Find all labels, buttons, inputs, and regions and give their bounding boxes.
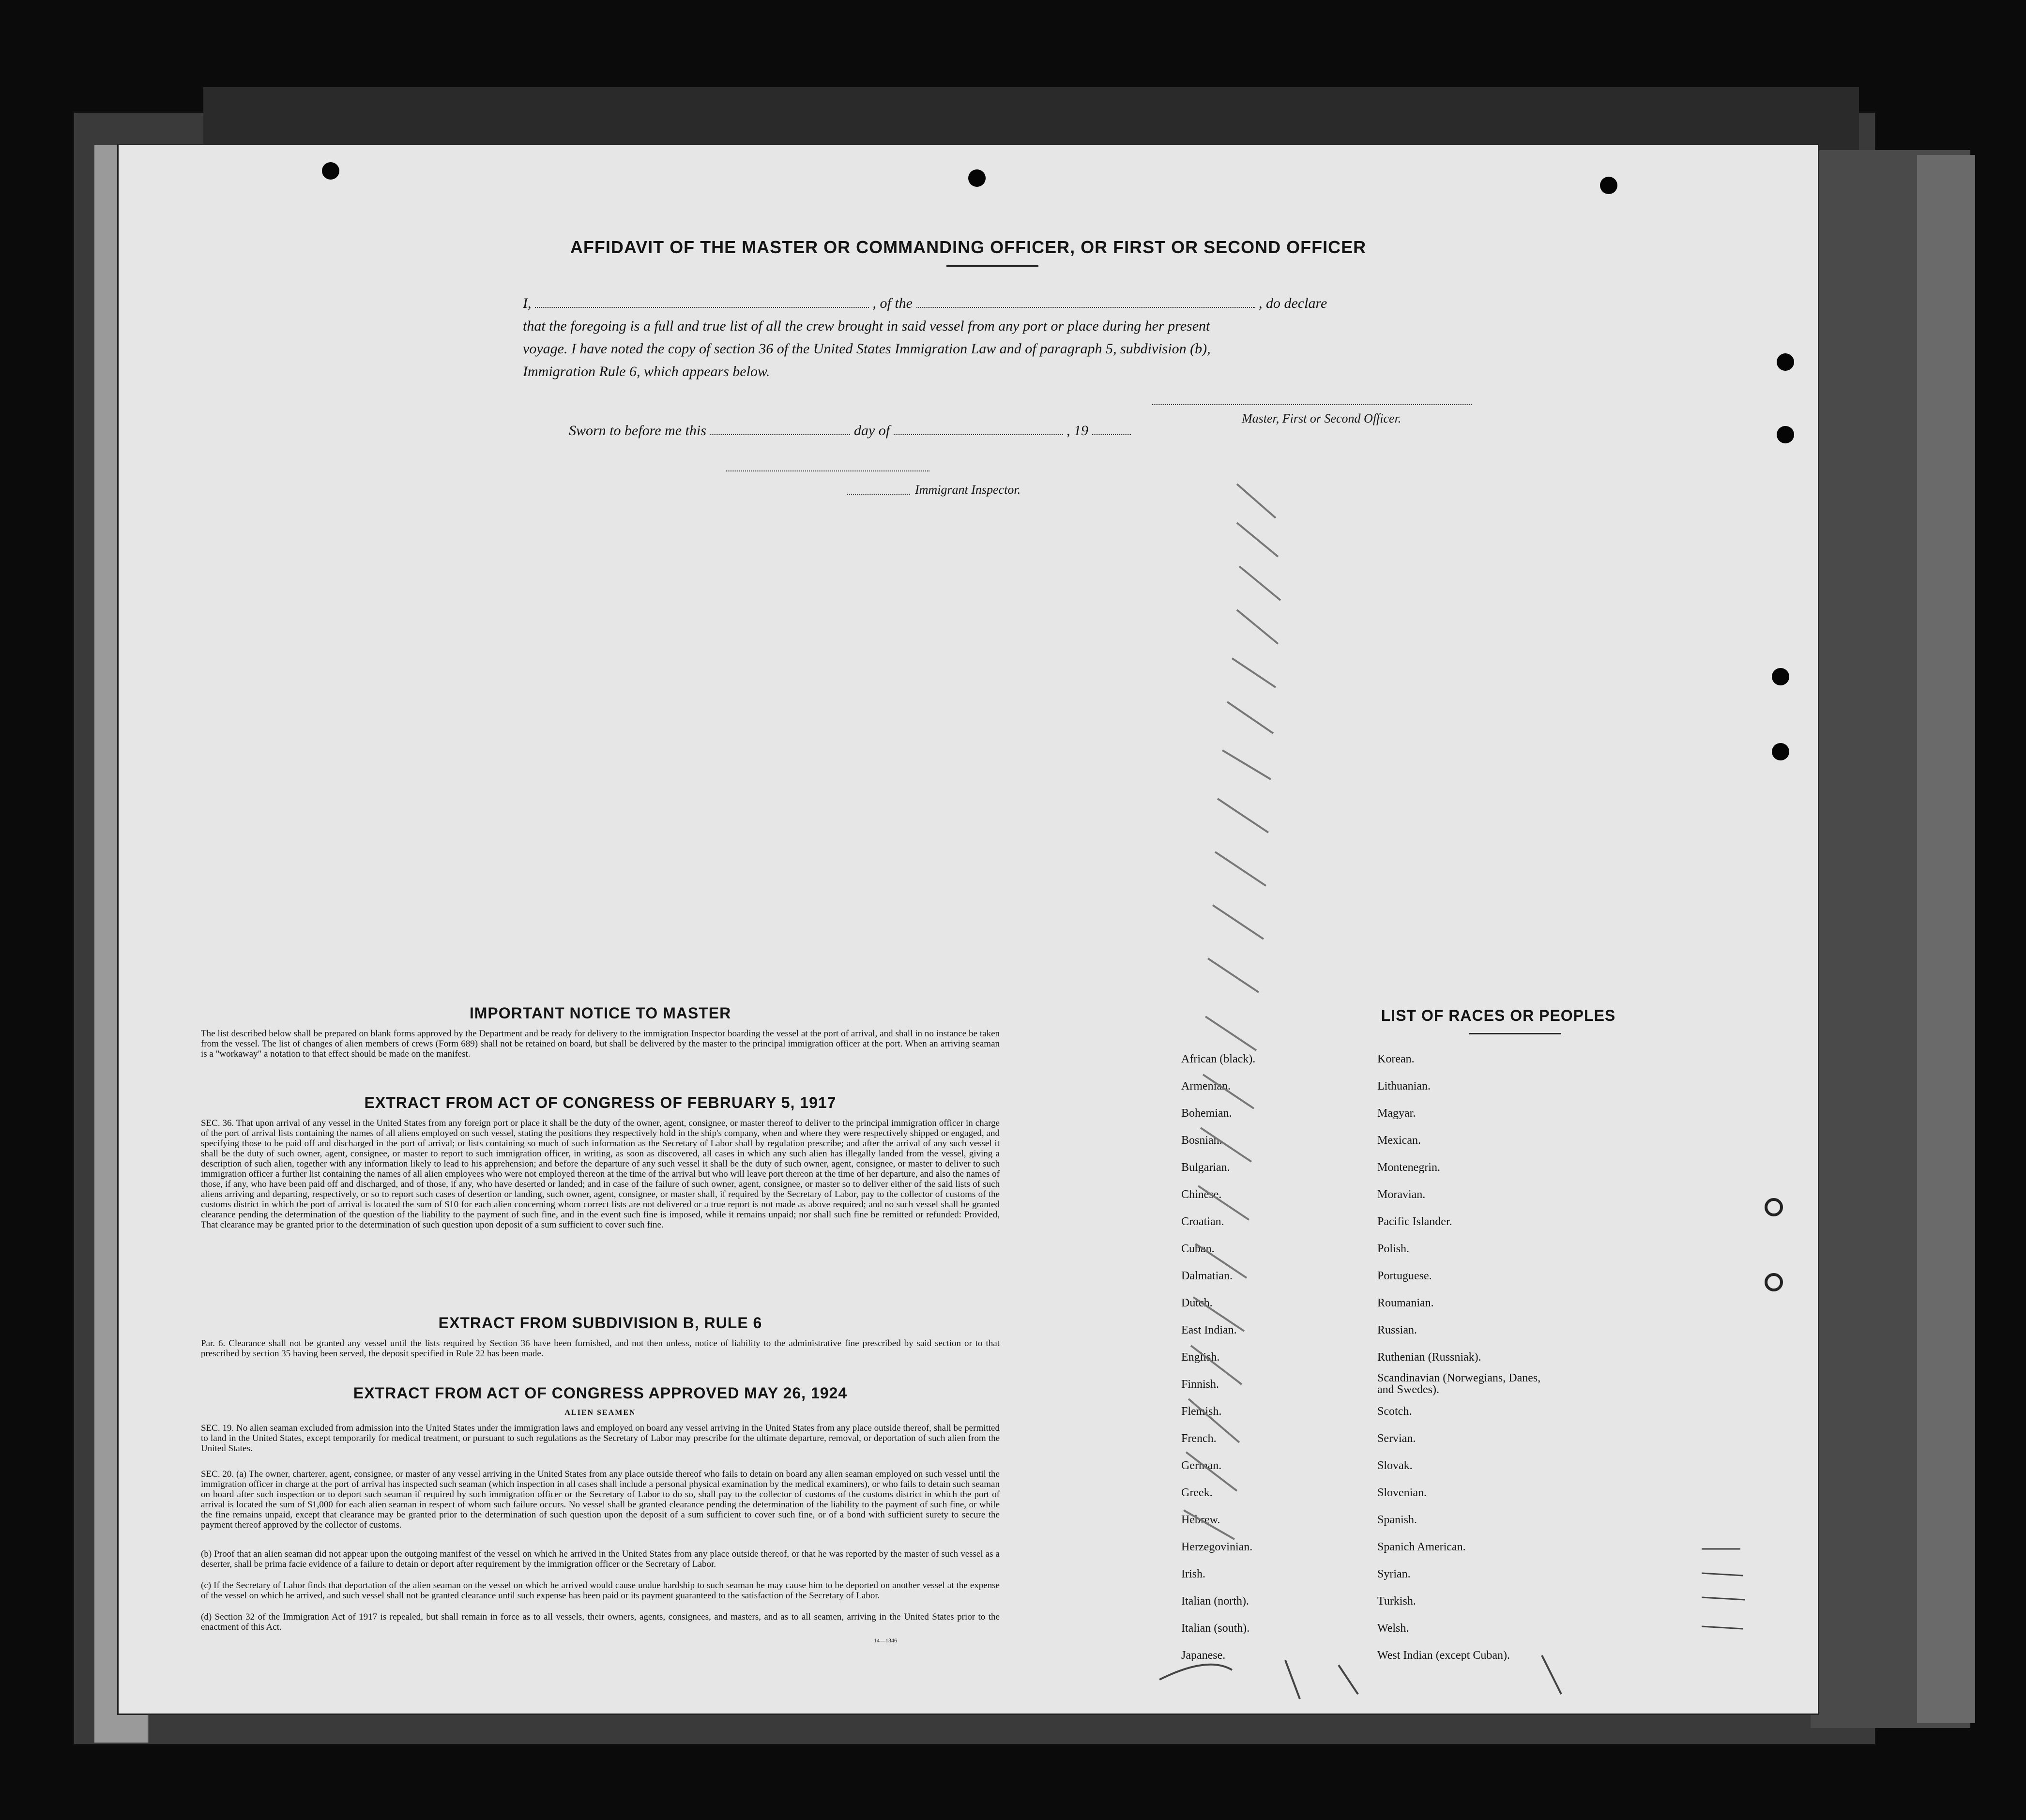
- handwritten-tick-marks: [119, 145, 1818, 1714]
- race-item: Turkish.: [1377, 1595, 1416, 1608]
- extract-rule6-text: Par. 6. Clearance shall not be granted any vessel until the lists required by Section 36 have been furnished, and not then unless, notice of liability to the administrative fine prescribed by said section or to that prescribed by section 35 having been served, the deposit specified in Rule 22 has been made.: [201, 1338, 1000, 1359]
- race-item: Herzegovinian.: [1181, 1541, 1253, 1553]
- race-item: Moravian.: [1377, 1188, 1426, 1201]
- extract-rule6-heading: EXTRACT FROM SUBDIVISION B, RULE 6: [438, 1314, 762, 1332]
- race-item: Roumanian.: [1377, 1297, 1434, 1309]
- race-item: Dutch.: [1181, 1297, 1213, 1309]
- race-item: Greek.: [1181, 1486, 1213, 1499]
- sec20d-text: (d) Section 32 of the Immigration Act of 1917 is repealed, but shall remain in force as to all vessels, their owners, agents, consignees, and masters, and as to all seamen, arriving in the United States prior to the enactment of this Act.: [201, 1612, 1000, 1632]
- notice-text: The list described below shall be prepared on blank forms approved by the Department and be ready for delivery to the immigration Inspector boarding the vessel at the port of arrival, and shall in no instance be taken from the vessel. The list of changes of alien members of crews (Form 689) shall not be retained on board, but shall be delivered by the master to the principal immigration officer at the port. When an arriving seaman is a "workaway" a notation to that effect should be made on the manifest.: [201, 1029, 1000, 1059]
- affidavit-i: I,: [523, 295, 532, 311]
- race-item: Korean.: [1377, 1053, 1415, 1065]
- race-item: Servian.: [1377, 1432, 1416, 1445]
- race-item: Cuban.: [1181, 1243, 1215, 1255]
- race-item: East Indian.: [1181, 1324, 1237, 1336]
- extract-1924-heading: EXTRACT FROM ACT OF CONGRESS APPROVED MAY 26, 1924: [353, 1384, 848, 1402]
- race-item: German.: [1181, 1459, 1222, 1472]
- affidavit-line-2: that the foregoing is a full and true list of all the crew brought in said vessel from any port or place during her present: [523, 318, 1210, 334]
- alien-seamen-heading: ALIEN SEAMEN: [564, 1409, 636, 1417]
- notice-heading: IMPORTANT NOTICE TO MASTER: [469, 1004, 731, 1022]
- race-item: Croatian.: [1181, 1215, 1224, 1228]
- race-item: Russian.: [1377, 1324, 1417, 1336]
- day-of-text: day of: [853, 423, 890, 439]
- sec20b-text: (b) Proof that an alien seaman did not appear upon the outgoing manifest of the vessel on which he arrived in the United States from any place outside thereof, or that he was reported by the master of such vessel as a deserter, shall be prima facie evidence of a failure to detain or deport after requirement by the immigration officer or the Secretary of Labor.: [201, 1549, 1000, 1569]
- race-item: English.: [1181, 1351, 1220, 1364]
- affidavit-of-the: , of the: [872, 295, 913, 311]
- race-item: West Indian (except Cuban).: [1377, 1649, 1510, 1662]
- race-item: Polish.: [1377, 1243, 1410, 1255]
- race-item: Italian (north).: [1181, 1595, 1249, 1608]
- race-item: Chinese.: [1181, 1188, 1222, 1201]
- affidavit-line-4: Immigration Rule 6, which appears below.: [523, 364, 770, 379]
- race-item: Finnish.: [1181, 1378, 1219, 1391]
- race-item: Lithuanian.: [1377, 1080, 1431, 1092]
- sworn-text: Sworn to before me this: [569, 423, 706, 439]
- race-item: Italian (south).: [1181, 1622, 1250, 1635]
- race-item: Mexican.: [1377, 1134, 1421, 1147]
- race-item: Bohemian.: [1181, 1107, 1232, 1120]
- race-item: Montenegrin.: [1377, 1161, 1440, 1174]
- sec20c-text: (c) If the Secretary of Labor finds that deportation of the alien seaman on the vessel on which he arrived would cause undue hardship to such seaman he may cause him to be deported on another vessel at the expense of the vessel on which he arrived, and such vessel shall not be granted clearance until such expense has been paid or its payment guaranteed to the satisfaction of the Secretary of Labor.: [201, 1580, 1000, 1601]
- race-item: Ruthenian (Russniak).: [1377, 1351, 1481, 1364]
- year-text: , 19: [1066, 423, 1089, 439]
- race-item: Irish.: [1181, 1568, 1205, 1580]
- race-item: Scandinavian (Norwegians, Danes, and Swedes).: [1377, 1372, 1541, 1396]
- race-item: Syrian.: [1377, 1568, 1411, 1580]
- race-item: Bosnian.: [1181, 1134, 1222, 1147]
- form-number: 14—1346: [874, 1637, 897, 1644]
- race-item: Dalmatian.: [1181, 1270, 1233, 1282]
- races-title: LIST OF RACES OR PEOPLES: [1381, 1007, 1616, 1024]
- sec20a-text: SEC. 20. (a) The owner, charterer, agent, consignee, or master of any vessel arriving in the United States from any place outside thereof who fails to detain on board any alien seaman employed on such vessel until the immigration officer in charge at the port of arrival has inspected such seaman (which inspection in all cases shall include a personal physical examination by the medical examiners), or who fails to detain such seaman on board after such inspection or to deport such seaman if required by such immigration officer or the Secretary of Labor to do so, shall pay to the collector of customs of the customs district in which the port of arrival is located the sum of $1,000 for each alien seaman in respect of whom such failure occurs. No vessel shall be granted clearance pending the determination of the liability to the payment of such fine, or while the fine remains unpaid, except that clearance may be granted prior to the determination of such question upon the deposit of a sum sufficient to cover such fine, or of a bond with sufficient surety to secure the payment thereof approved by the collector of customs.: [201, 1469, 1000, 1530]
- race-item: African (black).: [1181, 1053, 1256, 1065]
- race-item: Welsh.: [1377, 1622, 1409, 1635]
- race-item: Spanish.: [1377, 1514, 1417, 1526]
- affidavit-title: AFFIDAVIT OF THE MASTER OR COMMANDING OFFICER, OR FIRST OR SECOND OFFICER: [570, 237, 1367, 257]
- race-item: French.: [1181, 1432, 1217, 1445]
- folder-strip: [1917, 155, 1975, 1723]
- race-item: Japanese.: [1181, 1649, 1226, 1662]
- extract-1917-text: SEC. 36. That upon arrival of any vessel in the United States from any foreign port or place it shall be the duty of the owner, agent, consignee, or master thereof to deliver to the principal immigration officer in charge of the port of arrival lists containing the names of all aliens employed on such vessel, stating the positions they respectively hold in the ship's company, when and where they were respectively shipped or engaged, and specifying those to be paid off and discharged in the port of arrival; or lists containing so much of such information as the Secretary of Labor shall by regulation prescribe; and after the arrival of any such vessel it shall be the duty of such owner, agent, consignee, or master to report to such immigration officer, in writing, as soon as discovered, all cases in which any such alien has illegally landed from the vessel, giving a description of such alien, together with any information likely to lead to his apprehension; and before the departure of any such vessel it shall be the duty of such owner, agent, consignee, or master to deliver to such immigration officer a further list containing the names of all alien employees who were not employed thereon at the time of the arrival but who will leave port thereon at the time of her departure, and also the names of those, if any, who have been paid off and discharged, and of those, if any, who have deserted or landed; and in case of the failure of such owner, agent, consignee, or master so to deliver either of the said lists of such aliens arriving and departing, respectively, or so to report such cases of desertion or landing, such owner, agent, consignee, or master shall, if required by the Secretary of Labor, pay to the collector of customs of the customs district in which the port of arrival is located the sum of $10 for each alien concerning whom correct lists are not delivered or a true report is not made as above required; and no such vessel shall be granted clearance pending the determination of the question of the liability to the payment of such fine, and in the event such fine is imposed, while it remains unpaid; nor shall such fine be remitted or refunded: Provided, That clearance may be granted prior to the determination of such question upon deposit of a sum sufficient to cover such fine.: [201, 1118, 1000, 1230]
- race-item: Armenian.: [1181, 1080, 1231, 1092]
- race-item: Pacific Islander.: [1377, 1215, 1452, 1228]
- affidavit-line-3: voyage. I have noted the copy of section 36 of the United States Immigration Law and of paragraph 5, subdivision (b),: [523, 341, 1211, 357]
- race-item: Bulgarian.: [1181, 1161, 1230, 1174]
- sec19-text: SEC. 19. No alien seaman excluded from admission into the United States under the immigration laws and employed on board any vessel arriving in the United States from any place outside thereof, shall be permitted to land in the United States, except temporarily for medical treatment, or pursuant to such regulations as the Secretary of Labor may prescribe for the ultimate departure, removal, or deportation of such alien from the United States.: [201, 1423, 1000, 1454]
- inspector-signature-caption: Immigrant Inspector.: [915, 483, 1021, 497]
- race-item: Spanich American.: [1377, 1541, 1466, 1553]
- race-item: Slovenian.: [1377, 1486, 1427, 1499]
- affidavit-declare: , do declare: [1259, 295, 1327, 311]
- race-item: Hebrew.: [1181, 1514, 1220, 1526]
- race-item: Scotch.: [1377, 1405, 1412, 1418]
- manifest-page: [119, 145, 1818, 1714]
- master-signature-caption: Master, First or Second Officer.: [1242, 411, 1401, 425]
- race-item: Flemish.: [1181, 1405, 1222, 1418]
- race-item: Magyar.: [1377, 1107, 1416, 1120]
- extract-1917-heading: EXTRACT FROM ACT OF CONGRESS OF FEBRUARY 5, 1917: [364, 1094, 837, 1111]
- race-item: Portuguese.: [1377, 1270, 1432, 1282]
- race-item: Slovak.: [1377, 1459, 1413, 1472]
